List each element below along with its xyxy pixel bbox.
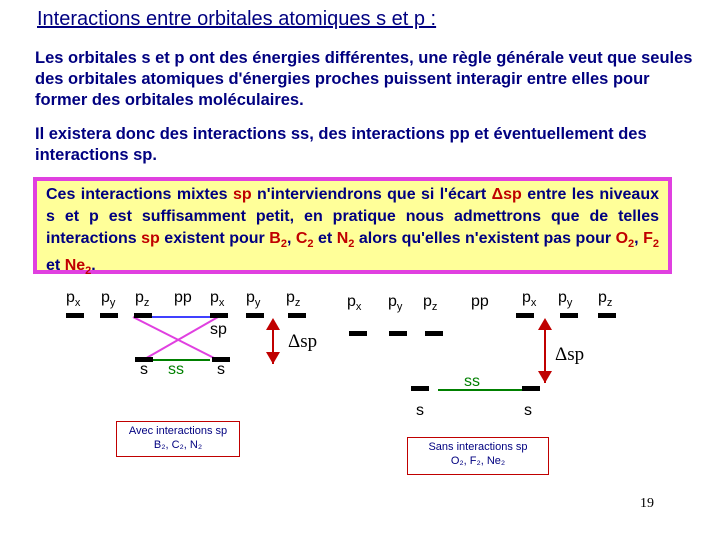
page-number: 19 (640, 496, 654, 511)
delta-arrow-up-1 (266, 318, 280, 330)
level-py-1 (100, 313, 118, 318)
label-sp: sp (210, 321, 227, 338)
label-py-2: $p_y$ (246, 289, 261, 310)
label-px-1: $p_x$ (66, 289, 81, 310)
caption-with-sp: Avec interactions sp B₂, C₂, N₂ (116, 421, 240, 457)
label-ss-1: ss (168, 361, 184, 378)
page-title: Interactions entre orbitales atomiques s et p : (37, 8, 437, 30)
label-py-3: $p_y$ (388, 293, 403, 314)
label-px-4: $p_x$ (522, 289, 537, 310)
level-px-1 (66, 313, 84, 318)
level-py-2 (246, 313, 264, 318)
delta-arrow-down-2 (538, 371, 552, 383)
label-px-3: $p_x$ (347, 293, 362, 314)
label-py-1: $p_y$ (101, 289, 116, 310)
level-pz-1 (134, 313, 152, 318)
highlight-box: Ces interactions mixtes sp n'interviendrons que si l'écart Δsp entre les niveaux s et p est suffisamment petit, en pratique nous admettrons que de telles interactions sp existent pour $B_2$, $C_2$ et $N_2$ alors qu'elles n'existent pas pour $O_2$, $F_2$ et $Ne_2$. (33, 177, 672, 274)
delta-arrow-up-2 (538, 318, 552, 330)
label-s-3: s (416, 402, 424, 419)
interactions-paragraph: Il existera donc des interactions ss, des interactions pp et éventuellement des interactions sp. (35, 125, 647, 164)
level-px-2 (210, 313, 228, 318)
level-pz-2 (288, 313, 306, 318)
intro-paragraph: Les orbitales s et p ont des énergies différentes, une règle générale veut que seules des orbitales atomiques d'énergies proches puissent interagir entre elles pour former des orbitales moléculaires. (35, 49, 693, 109)
level-s-4 (522, 386, 540, 391)
label-px-2: $p_x$ (210, 289, 225, 310)
label-s-4: s (524, 402, 532, 419)
level-s-3 (411, 386, 429, 391)
label-py-4: $p_y$ (558, 289, 573, 310)
level-pz-4 (425, 331, 443, 336)
label-pz-3: $p_z$ (423, 293, 438, 314)
label-s-2: s (217, 361, 225, 378)
label-pp-1: pp (174, 289, 192, 306)
level-py-4 (389, 331, 407, 336)
label-pz-4: $p_z$ (598, 289, 613, 310)
level-py-3 (560, 313, 578, 318)
label-pp-2: pp (471, 293, 489, 310)
label-pz-2: $p_z$ (286, 289, 301, 310)
level-px-4 (349, 331, 367, 336)
level-px-3 (516, 313, 534, 318)
label-ss-2: ss (464, 373, 480, 390)
label-delta-sp-2: Δsp (555, 344, 585, 365)
label-s-1: s (140, 361, 148, 378)
label-pz-1: $p_z$ (135, 289, 150, 310)
label-delta-sp-1: Δsp (288, 331, 318, 352)
delta-arrow-down-1 (266, 352, 280, 364)
level-pz-3 (598, 313, 616, 318)
caption-without-sp: Sans interactions sp O₂, F₂, Ne₂ (407, 437, 549, 475)
